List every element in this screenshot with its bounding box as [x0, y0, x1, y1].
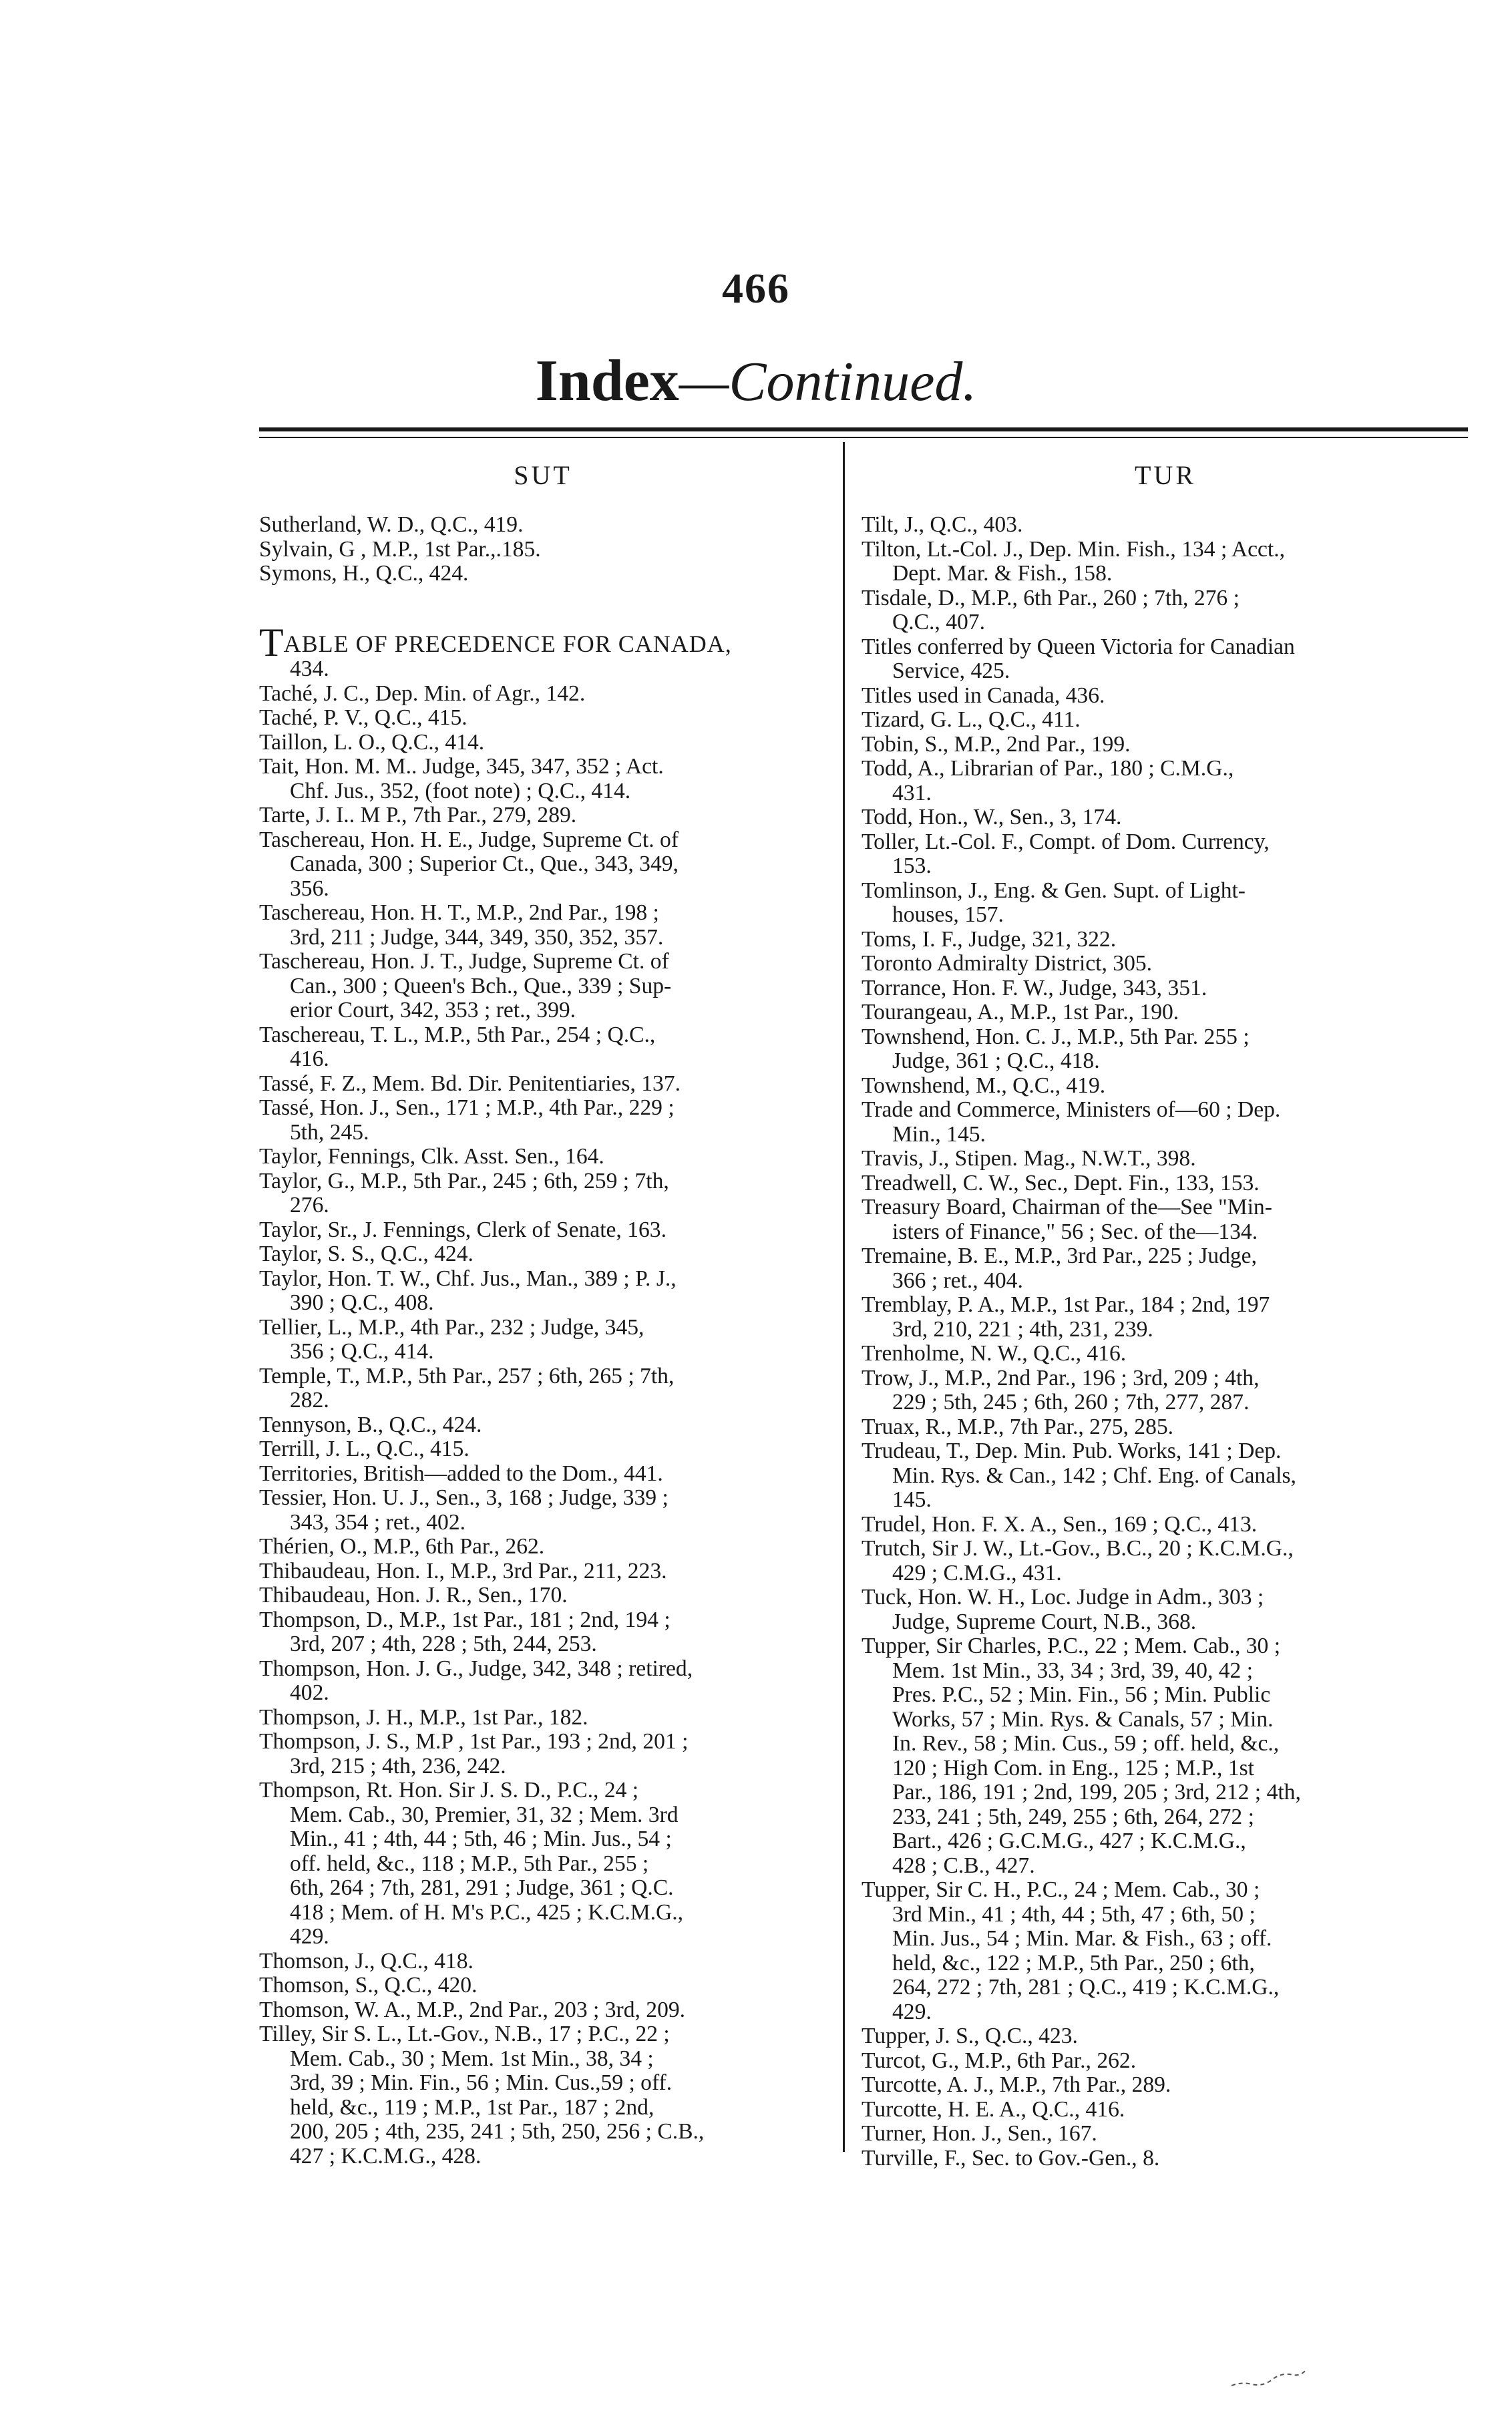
index-entry: Truax, R., M.P., 7th Par., 275, 285.: [862, 1414, 1174, 1439]
index-entry: Tennyson, B., Q.C., 424.: [259, 1412, 482, 1437]
index-entry: Tellier, L., M.P., 4th Par., 232 ; Judge, 345, 356 ; Q.C., 414.: [259, 1314, 644, 1364]
left-column-header: SUT: [514, 460, 572, 490]
index-entry: Treadwell, C. W., Sec., Dept. Fin., 133, 153.: [862, 1170, 1260, 1195]
index-entry: Toronto Admiralty District, 305.: [862, 951, 1153, 976]
index-entry: Taschereau, Hon. J. T., Judge, Supreme Ct. of Can., 300 ; Queen's Bch., Que., 339 ; Sup- erior Court, 342, 353 ; ret., 399.: [259, 949, 672, 1022]
page-title: [0, 347, 1512, 415]
left-index-entries: [259, 682, 833, 2169]
index-entry: Tilt, J., Q.C., 403.: [862, 512, 1023, 537]
index-entry: Thompson, Rt. Hon. Sir J. S. D., P.C., 24 ; Mem. Cab., 30, Premier, 31, 32 ; Mem. 3rd Min., 41 ; 4th, 44 ; 5th, 46 ; Min. Jus., 54 ; off. held, &c., 118 ; M.P., 5th Par., 255 ; 6th, 264 ; 7th, 281, 291 ; Judge, 361 ; Q.C. 418 ; Mem. of H. M's P.C., 425 ; K.C.M.G., 429.: [259, 1778, 684, 1949]
index-entry: Taché, J. C., Dep. Min. of Agr., 142.: [259, 681, 586, 706]
index-entry: Townshend, M., Q.C., 419.: [862, 1073, 1106, 1098]
section-dropcap: T: [259, 620, 284, 665]
page-title-continued: —Continued.: [679, 351, 977, 413]
index-entry: Terrill, J. L., Q.C., 415.: [259, 1437, 469, 1461]
index-entry: Thomson, W. A., M.P., 2nd Par., 203 ; 3rd, 209.: [259, 1997, 686, 2022]
index-entry: Toller, Lt.-Col. F., Compt. of Dom. Currency, 153.: [862, 829, 1270, 878]
left-top-entries: [259, 513, 833, 586]
stray-ink-mark: [1229, 2364, 1309, 2391]
index-entry: Thompson, J. S., M.P , 1st Par., 193 ; 2nd, 201 ; 3rd, 215 ; 4th, 236, 242.: [259, 1729, 689, 1779]
index-entry: Taylor, G., M.P., 5th Par., 245 ; 6th, 259 ; 7th, 276.: [259, 1168, 669, 1218]
right-column: [862, 513, 1469, 2171]
page-title-main: Index: [535, 349, 679, 413]
title-rule-thick: [259, 427, 1468, 431]
index-entry: Thompson, D., M.P., 1st Par., 181 ; 2nd, 194 ; 3rd, 207 ; 4th, 228 ; 5th, 244, 253.: [259, 1607, 671, 1656]
index-entry: Turner, Hon. J., Sen., 167.: [862, 2121, 1097, 2146]
index-entry: Temple, T., M.P., 5th Par., 257 ; 6th, 265 ; 7th, 282.: [259, 1363, 675, 1413]
index-entry: Thompson, Hon. J. G., Judge, 342, 348 ; retired, 402.: [259, 1656, 693, 1705]
index-entry: Tomlinson, J., Eng. & Gen. Supt. of Light- houses, 157.: [862, 878, 1246, 927]
index-entry: Tassé, Hon. J., Sen., 171 ; M.P., 4th Par., 229 ; 5th, 245.: [259, 1095, 675, 1145]
index-entry: Trade and Commerce, Ministers of—60 ; Dep. Min., 145.: [862, 1097, 1281, 1147]
index-entry: Turcotte, A. J., M.P., 7th Par., 289.: [862, 2072, 1171, 2097]
index-entry: Taschereau, Hon. H. T., M.P., 2nd Par., 198 ; 3rd, 211 ; Judge, 344, 349, 350, 352, 357.: [259, 900, 664, 950]
index-entry: Thomson, S., Q.C., 420.: [259, 1973, 478, 1998]
index-entry: Tarte, J. I.. M P., 7th Par., 279, 289.: [259, 803, 577, 827]
index-entry: Thompson, J. H., M.P., 1st Par., 182.: [259, 1704, 588, 1730]
index-entry: Tilley, Sir S. L., Lt.-Gov., N.B., 17 ; P.C., 22 ; Mem. Cab., 30 ; Mem. 1st Min., 38, 34 ; 3rd, 39 ; Min. Fin., 56 ; Min. Cus.,59 ; off. held, &c., 119 ; M.P., 1st Par., 187 ; 2nd, 200, 205 ; 4th, 235, 241 ; 5th, 250, 256 ; C.B., 427 ; K.C.M.G., 428.: [259, 2022, 705, 2169]
index-entry: Trutch, Sir J. W., Lt.-Gov., B.C., 20 ; K.C.M.G., 429 ; C.M.G., 431.: [862, 1536, 1294, 1585]
index-entry: Taillon, L. O., Q.C., 414.: [259, 729, 485, 755]
index-entry: Titles conferred by Queen Victoria for Canadian Service, 425.: [862, 634, 1295, 683]
section-page: 434.: [290, 657, 329, 681]
index-entry: Turcotte, H. E. A., Q.C., 416.: [862, 2096, 1125, 2122]
index-entry: Thibaudeau, Hon. I., M.P., 3rd Par., 211, 223.: [259, 1558, 667, 1583]
index-entry: Tassé, F. Z., Mem. Bd. Dir. Penitentiaries, 137.: [259, 1071, 681, 1096]
index-entry: Tourangeau, A., M.P., 1st Par., 190.: [862, 1000, 1179, 1024]
index-entry: Sutherland, W. D., Q.C., 419.: [259, 512, 524, 537]
index-entry: Todd, Hon., W., Sen., 3, 174.: [862, 805, 1122, 829]
index-entry: Tait, Hon. M. M.. Judge, 345, 347, 352 ; Act. Chf. Jus., 352, (foot note) ; Q.C., 414.: [259, 754, 664, 803]
index-entry: Toms, I. F., Judge, 321, 322.: [862, 926, 1117, 952]
index-entry: Turcot, G., M.P., 6th Par., 262.: [862, 2048, 1137, 2073]
left-column: [259, 513, 833, 2169]
index-entry: Symons, H., Q.C., 424.: [259, 561, 469, 586]
index-entry: Tessier, Hon. U. J., Sen., 3, 168 ; Judge, 339 ; 343, 354 ; ret., 402.: [259, 1485, 669, 1535]
index-entry: Travis, J., Stipen. Mag., N.W.T., 398.: [862, 1146, 1196, 1171]
index-entry: Trudel, Hon. F. X. A., Sen., 169 ; Q.C., 413.: [862, 1511, 1258, 1537]
page-number: 466: [722, 264, 790, 312]
index-entry: Torrance, Hon. F. W., Judge, 343, 351.: [862, 975, 1207, 1000]
index-entry: Territories, British—added to the Dom., 441.: [259, 1461, 663, 1486]
index-entry: Tupper, Sir Charles, P.C., 22 ; Mem. Cab., 30 ; Mem. 1st Min., 33, 34 ; 3rd, 39, 40, 42 ; Pres. P.C., 52 ; Min. Fin., 56 ; Min. Public Works, 57 ; Min. Rys. & Canals, 57 ; Min. In. Rev., 58 ; Min. Cus., 59 ; off. held, &c., 120 ; High Com. in Eng., 125 ; M.P., 1st Par., 186, 191 ; 2nd, 199, 205 ; 3rd, 212 ; 4th, 233, 241 ; 5th, 249, 255 ; 6th, 264, 272 ; Bart., 426 ; G.C.M.G., 427 ; K.C.M.G., 428 ; C.B., 427.: [862, 1634, 1301, 1878]
index-entry: Treasury Board, Chairman of the—See "Min- isters of Finance," 56 ; Sec. of the—134.: [862, 1195, 1272, 1244]
index-entry: Trenholme, N. W., Q.C., 416.: [862, 1341, 1127, 1366]
right-column-header: TUR: [1135, 460, 1196, 490]
index-entry: Trudeau, T., Dep. Min. Pub. Works, 141 ; Dep. Min. Rys. & Can., 142 ; Chf. Eng. of Canals, 145.: [862, 1439, 1296, 1512]
section-heading-table-of-precedence: [259, 620, 833, 682]
index-entry: Tisdale, D., M.P., 6th Par., 260 ; 7th, 276 ; Q.C., 407.: [862, 585, 1240, 634]
index-entry: Townshend, Hon. C. J., M.P., 5th Par. 255 ; Judge, 361 ; Q.C., 418.: [862, 1024, 1250, 1073]
index-entry: Taschereau, T. L., M.P., 5th Par., 254 ; Q.C., 416.: [259, 1022, 656, 1071]
index-entry: Tremaine, B. E., M.P., 3rd Par., 225 ; Judge, 366 ; ret., 404.: [862, 1244, 1257, 1293]
right-index-entries: [862, 513, 1469, 2171]
index-entry: Trow, J., M.P., 2nd Par., 196 ; 3rd, 209 ; 4th, 229 ; 5th, 245 ; 6th, 260 ; 7th, 277, 287.: [862, 1365, 1260, 1415]
section-title: ABLE OF PRECEDENCE FOR CANADA,: [283, 630, 732, 657]
index-entry: Tremblay, P. A., M.P., 1st Par., 184 ; 2nd, 197 3rd, 210, 221 ; 4th, 231, 239.: [862, 1292, 1270, 1342]
index-entry: Tilton, Lt.-Col. J., Dep. Min. Fish., 134 ; Acct., Dept. Mar. & Fish., 158.: [862, 536, 1285, 586]
index-entry: Taschereau, Hon. H. E., Judge, Supreme Ct. of Canada, 300 ; Superior Ct., Que., 343, 349, 356.: [259, 827, 679, 901]
index-entry: Taylor, Sr., J. Fennings, Clerk of Senate, 163.: [259, 1217, 667, 1242]
column-divider: [843, 442, 845, 2152]
index-entry: Turville, F., Sec. to Gov.-Gen., 8.: [862, 2145, 1160, 2171]
index-entry: Taché, P. V., Q.C., 415.: [259, 705, 467, 730]
index-entry: Tizard, G. L., Q.C., 411.: [862, 707, 1081, 732]
index-entry: Todd, A., Librarian of Par., 180 ; C.M.G., 431.: [862, 756, 1234, 805]
index-entry: Tupper, Sir C. H., P.C., 24 ; Mem. Cab., 30 ; 3rd Min., 41 ; 4th, 44 ; 5th, 47 ; 6th, 50 ; Min. Jus., 54 ; Min. Mar. & Fish., 63 ; off. held, &c., 122 ; M.P., 5th Par., 250 ; 6th, 264, 272 ; 7th, 281 ; Q.C., 419 ; K.C.M.G., 429.: [862, 1877, 1280, 2024]
index-entry: Tobin, S., M.P., 2nd Par., 199.: [862, 731, 1131, 757]
index-entry: Taylor, Hon. T. W., Chf. Jus., Man., 389 ; P. J., 390 ; Q.C., 408.: [259, 1266, 677, 1315]
index-entry: Thérien, O., M.P., 6th Par., 262.: [259, 1534, 545, 1559]
index-entry: Taylor, S. S., Q.C., 424.: [259, 1242, 474, 1266]
index-entry: Sylvain, G , M.P., 1st Par.,.185.: [259, 536, 541, 562]
index-entry: Titles used in Canada, 436.: [862, 683, 1105, 708]
index-entry: Taylor, Fennings, Clk. Asst. Sen., 164.: [259, 1144, 604, 1169]
index-entry: Thibaudeau, Hon. J. R., Sen., 170.: [259, 1583, 568, 1608]
index-entry: Thomson, J., Q.C., 418.: [259, 1948, 474, 1974]
title-rule-thin: [259, 437, 1468, 438]
index-entry: Tuck, Hon. W. H., Loc. Judge in Adm., 303 ; Judge, Supreme Court, N.B., 368.: [862, 1585, 1264, 1634]
index-entry: Tupper, J. S., Q.C., 423.: [862, 2024, 1078, 2048]
